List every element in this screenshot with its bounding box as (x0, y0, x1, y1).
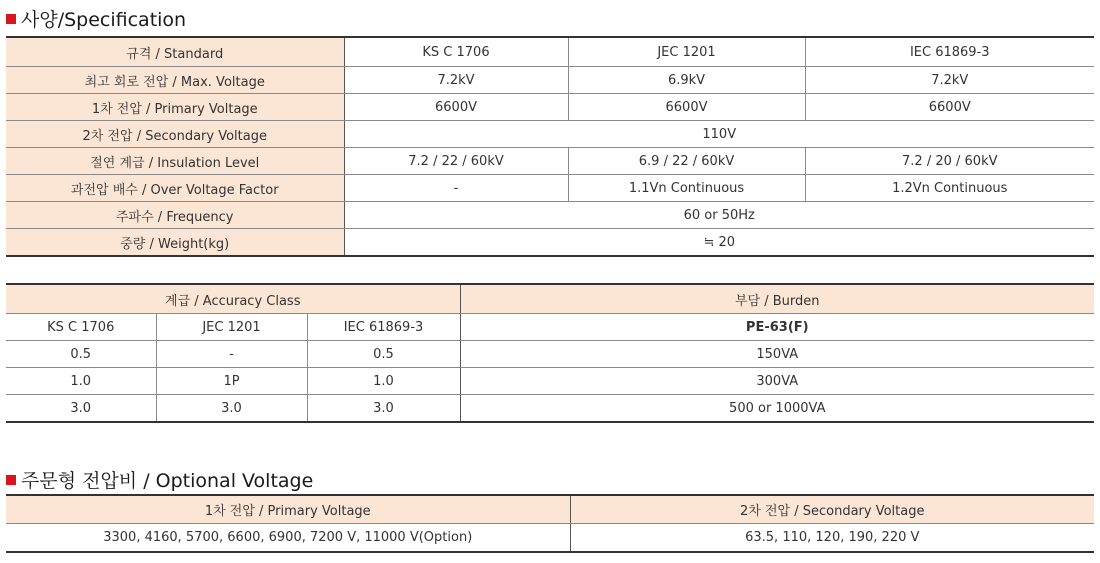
cell-value: 6600V (568, 94, 805, 121)
cell-value: 6600V (344, 94, 568, 121)
cell-value: 1.2Vn Continuous (805, 175, 1094, 202)
cell-value: 1P (156, 368, 307, 395)
table-row (6, 229, 1094, 257)
cell-value: 6600V (805, 94, 1094, 121)
cell-value: 300VA (460, 368, 1094, 395)
secondary-voltage-values: 63.5, 110, 120, 190, 220 V (745, 530, 920, 545)
col-ks-c-1706: KS C 1706 (344, 37, 568, 67)
row-label: 절연 계급 / Insulation Level (6, 148, 344, 175)
cell-value-merged: 60 or 50Hz (344, 202, 1094, 229)
optional-header-row (6, 495, 1094, 524)
table-row (6, 202, 1094, 229)
cell-value: 1.0 (307, 368, 460, 395)
optional-voltage-table (6, 494, 1094, 553)
optional-title-text: 주문형 전압비 / Optional Voltage (21, 470, 314, 492)
bullet-square-icon (6, 475, 16, 485)
spec-section-title (6, 5, 186, 32)
accuracy-burden-table (6, 283, 1094, 423)
row-label: 1차 전압 / Primary Voltage (6, 94, 344, 121)
cell-value: 1.1Vn Continuous (568, 175, 805, 202)
spec-header-row (6, 37, 1094, 67)
cell-value: - (344, 175, 568, 202)
standard-header: 규격 / Standard (6, 37, 344, 67)
burden-header: 부담 / Burden (460, 284, 1094, 314)
table-row (6, 368, 1094, 395)
cell-value: 6.9kV (568, 67, 805, 94)
table-row (6, 175, 1094, 202)
table-row (6, 121, 1094, 148)
cell-value: 3.0 (6, 395, 156, 423)
table-row (6, 395, 1094, 423)
subheader-ks: KS C 1706 (6, 314, 156, 341)
row-label: 2차 전압 / Secondary Voltage (6, 121, 344, 148)
subheader-iec: IEC 61869-3 (307, 314, 460, 341)
cell-value-merged: 110V (344, 121, 1094, 148)
table-row (6, 524, 1094, 553)
row-label: 과전압 배수 / Over Voltage Factor (6, 175, 344, 202)
cell-value: 6.9 / 22 / 60kV (568, 148, 805, 175)
primary-voltage-values: 3300, 4160, 5700, 6600, 6900, 7200 V, 11000 V(Option) (6, 524, 570, 553)
row-label: 최고 회로 전압 / Max. Voltage (6, 67, 344, 94)
accuracy-subheader-row (6, 314, 1094, 341)
accuracy-class-header: 계급 / Accuracy Class (6, 284, 460, 314)
optional-section-title (6, 466, 313, 493)
cell-value: 3.0 (307, 395, 460, 423)
cell-value: 0.5 (307, 341, 460, 368)
accuracy-header-row (6, 284, 1094, 314)
table-row (6, 67, 1094, 94)
row-label: 주파수 / Frequency (6, 202, 344, 229)
table-row (6, 94, 1094, 121)
cell-value: 1.0 (6, 368, 156, 395)
subheader-burden: PE-63(F) (460, 314, 1094, 341)
cell-value: - (156, 341, 307, 368)
col-iec-61869-3: IEC 61869-3 (805, 37, 1094, 67)
bullet-square-icon (6, 14, 16, 24)
table-row (6, 148, 1094, 175)
cell-value: 7.2 / 22 / 60kV (344, 148, 568, 175)
cell-value: 500 or 1000VA (729, 400, 826, 416)
specification-table (6, 36, 1094, 257)
cell-value: 7.2kV (805, 67, 1094, 94)
cell-value: 0.5 (6, 341, 156, 368)
cell-value: 150VA (460, 341, 1094, 368)
table-row (6, 341, 1094, 368)
cell-value: 7.2 / 20 / 60kV (805, 148, 1094, 175)
primary-voltage-header: 1차 전압 / Primary Voltage (6, 495, 570, 524)
cell-value: 3.0 (156, 395, 307, 423)
row-label: 중량 / Weight(kg) (6, 229, 344, 257)
secondary-voltage-header: 2차 전압 / Secondary Voltage (570, 495, 1094, 524)
cell-value-merged: ≒ 20 (703, 234, 736, 250)
spec-title-text: 사양/Specification (21, 9, 187, 31)
cell-value: 7.2kV (344, 67, 568, 94)
col-jec-1201: JEC 1201 (568, 37, 805, 67)
subheader-jec: JEC 1201 (156, 314, 307, 341)
